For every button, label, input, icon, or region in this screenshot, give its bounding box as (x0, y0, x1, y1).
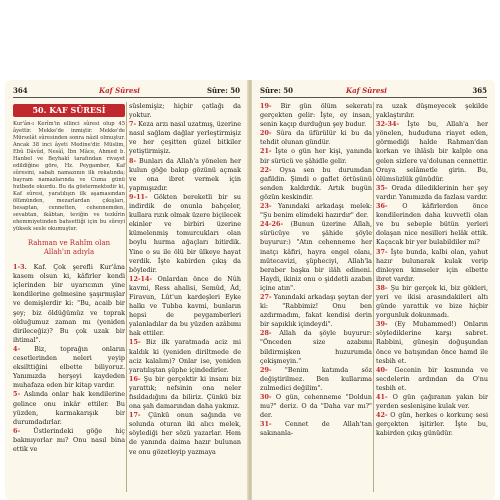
left-page (5, 80, 248, 500)
verse-text: Oysa sen bu durumdan gafildin. Şimdi o gaflet örtüsünü senden kaldırdık. Artık bugün gözün keskindir. (260, 165, 372, 201)
verse-number: 12-14- (129, 274, 153, 283)
verse-text: Kaf. Çok şerefli Kur'âna kasem olsun ki, kâfirler kendi içlerinden bir uyarıcının yine kendilerine gelmesine şaşırmışlar ve demişlerdir ki: "Bu, acaib bir şey; biz öldüğümüz ve toprak olduğumuz zaman mı (yeniden dirileceğiz)? Bu çok uzak bir ihtimal". (13, 263, 125, 344)
verse-text: Yanındaki arkadaşı şeytan der ki: "Rabbimiz! Onu ben azdırmadım, fakat kendisi derin bir sapıklık içindeydi". (260, 292, 372, 329)
verse-list (260, 102, 372, 438)
verse (260, 102, 372, 129)
left-page-column-1 (13, 102, 125, 454)
verse (260, 293, 372, 329)
verse (260, 366, 372, 393)
verse (260, 147, 372, 165)
left-header-rule (13, 97, 240, 98)
verse-text: "Benim katımda söz değiştirilmez. Ben kullarıma zulmedici değilim". (260, 365, 372, 392)
verse-number: 40- (376, 365, 388, 374)
left-page-header (13, 86, 240, 98)
verse (260, 129, 372, 147)
verse (260, 220, 372, 293)
verse-number: 32-34- (376, 120, 400, 129)
verse (129, 120, 241, 156)
verse (129, 102, 241, 120)
verse-text: Cennet de Allah'tan sakınanla- (260, 420, 372, 438)
verse-text: O gün çağıranın yakın bir yerden seslenişine kulak ver. (376, 393, 488, 411)
left-page-column-2 (129, 102, 241, 457)
verse-number: 20- (260, 129, 272, 138)
verse-number: 7- (129, 120, 137, 129)
verse (13, 263, 125, 345)
verse-text: O gün, cehenneme "Doldun mu?" deriz. O da "Daha var mı?" der. (260, 393, 372, 420)
right-page (252, 80, 495, 500)
verse-text: Keza arzı nasıl uzatmış, üzerine nasıl sağlam dağlar yerleştirmişiz ve her çeşitten güzel bitkiler yetiştirmişiz. (129, 120, 241, 156)
verse (376, 202, 488, 247)
verse (129, 411, 241, 456)
verse-text: (Bunun üzerine Allah, sürücüye ve şâhide şöyle buyurur:) "Atın cehenneme her inatçı kâfiri, hayra engel olanı, mütecavizi, şüpheciyi, Allah'la beraber başka bir ilâh edineni. Haydi, ikiniz onu o şiddetli azabın içine atın". (260, 220, 372, 292)
verse-number: 42- (376, 411, 388, 420)
verse-number: 23- (260, 202, 272, 211)
verse-number: 29- (260, 365, 272, 374)
verse-number: 21- (260, 147, 272, 156)
verse (376, 411, 488, 438)
verse-text: Orada dilediklerinin her şey vardır. Yanımızda da fazlası vardır. (376, 183, 488, 201)
right-header-sura-name: Kaf Sûresi (346, 86, 387, 95)
verse-text: ra uzak düşmeyecek şekilde yaklaştırılır. (376, 102, 488, 120)
verse-text: Allah da şöyle buyurur: "Önceden size azabımı bildirmişken huzurumda çekişmeyin." (260, 329, 372, 365)
right-page-column-1 (260, 102, 372, 438)
verse-number: 39- (376, 320, 388, 329)
verse-text: Bunları da Allah'a yönelen her kulun göğe bakıp gözünü açmak ve ona ibret vermek için yapmışızdır. (129, 156, 241, 192)
verse-number: 8- (129, 156, 137, 165)
verse-number: 19- (260, 102, 272, 110)
left-page-number: 364 (13, 86, 28, 95)
verse (260, 420, 372, 438)
verse (260, 393, 372, 420)
verse (129, 338, 241, 374)
verse-number: 28- (260, 329, 272, 338)
verse-number: 30- (260, 393, 272, 401)
verse-number: 36- (376, 202, 388, 211)
verse-number: 24-26- (260, 220, 284, 229)
verse (129, 193, 241, 275)
sura-intro: Kur'ân-ı Kerîm'in ellinci sûresi olup 45 âyettir. Mekke'de inmiştir. Mekke'de Mürselât sûresinden sonra nâzil olmuştur. Ancak 38 inci âyeti Medine'dir. Müslim, Ebû Dâvûd, Nesâî, İbn Mâce, Ahmed b. Hanbel ve Beyhakî tarafından rivayet edildiğine göre, Hz. Peygamber, Kaf sûresini, sabah namazının ilk rekatında; bayram namazlarında ve Cuma günü hutbede okurdu. Bu da göstermektedir ki, Kaf sûresi, yaratılışın ilk aşamasından ölümünden, mezarlardan çıkışları, hesaptan, cennetten, cehennemden, sevabtan, ikâbtan, teviğin ve tezkîrin ehemmiyetinden bahsettiği için bu sûreyi yüksek sesle okumuştur. (13, 121, 125, 233)
column-divider (126, 102, 127, 492)
verse-text: Sûra da üfürülür ki bu da tehdit olunan gündür. (260, 129, 372, 147)
verse-number: 5- (13, 390, 21, 399)
verse (129, 275, 241, 339)
basmala-line-2: Allah'ın adıyla (43, 248, 95, 257)
verse (376, 102, 488, 120)
verse (260, 329, 372, 365)
verse-text: Aslında onlar hak kendilerine gelince onu inkâr ettiler. Bu yüzden, karmakarışık bir durumdadırlar. (13, 390, 125, 426)
verse-number: 6- (13, 426, 21, 435)
verse-number: 37- (376, 247, 388, 256)
verse (376, 248, 488, 284)
sura-title: 50. KAF SÛRESİ (13, 104, 125, 117)
verse-number: 41- (376, 393, 388, 401)
verse-list (376, 102, 488, 438)
right-page-header (260, 86, 487, 98)
verse-number: 1-3. (13, 263, 27, 272)
verse-text: İşte o gün her kişi, yanında bir sürücü ve şâhidle gelir. (260, 147, 372, 165)
verse-text: Gökten bereketli bir su indirdik de onunla bahçeler, kullara rızık olmak üzere biçilecek ekinler ve birbiri üzerine kümelenmiş tomurcukları olan boylu hurma ağaçları bitirdik. Yine o su ile ölü bir ülkeye hayat verdik. İşte kabirden çıkış da böyledir. (129, 192, 241, 274)
verse (376, 393, 488, 411)
verse-text: Gecenin bir kısmında ve secdelerin ardından da O'nu tesbih et. (376, 365, 488, 392)
verse-text: Çünkü onun sağında ve solunda oturan iki alıcı melek, söylediği her sözü yazarlar. Hem de yanında daima hazır bulunan ve onu gözetleyip yazmaya (129, 411, 241, 456)
verse (13, 427, 125, 454)
verse (376, 284, 488, 320)
verse-text: Yanındaki arkadaşı melek: "Şu benim elimdeki hazırdır" der. (260, 202, 372, 220)
right-header-rule (260, 97, 487, 98)
basmala-line-1: Rahman ve Rahîm olan (27, 239, 111, 248)
verse-text: süslemişiz; hiçbir çatlağı da yoktur. (129, 102, 241, 120)
right-page-column-2 (376, 102, 488, 438)
verse-list (129, 102, 241, 457)
verse-text: İşte bu, Allah'a her yönelen, hududuna riayet eden, görmediği halde Rahman'dan korkan ve ihlâslı bir kalple ona gelen sizlere va'dolunan cennettir. Oraya selâmetle girin. Bu, ölümsüzlük günüdür. (376, 120, 488, 183)
verse-number: 31- (260, 420, 272, 429)
left-header-sure-label: Sûre: 50 (206, 86, 240, 95)
left-header-sura-name: Kaf Sûresi (99, 86, 140, 95)
verse (129, 375, 241, 411)
verse-list (13, 263, 125, 454)
verse-number: 15- (129, 338, 141, 347)
verse-text: Şu bir gerçek ki, biz gökleri, yeri ve ikisi arasındakileri altı günde yarattık ve bize hiçbir yorgunluk dokunmadı. (376, 283, 488, 320)
verse (376, 366, 488, 393)
verse (13, 345, 125, 390)
basmala (13, 239, 125, 257)
verse (13, 390, 125, 426)
verse (376, 120, 488, 184)
verse (376, 320, 488, 365)
verse-text: Onlardan önce de Nûh kavmi, Ress ahalisi, Semûd, Âd, Firavun, Lût'un kardeşleri Eyke halkı ve Tubba kavmi, bunların hepsi de peygamberleri yalanladılar da bu yüzden azâbımı hak ettiler. (129, 274, 241, 338)
verse (260, 166, 372, 202)
verse-text: Üstlerindeki göğe hiç bakmıyorlar mı? Onu nasıl bina ettik ve (13, 426, 125, 453)
column-divider (373, 102, 374, 492)
verse-text: O kâfirlerden önce kendilerinden daha kuvvetli olan ve bu sebeple bütün yerleri dolaşan nice nesilleri helâk ettik. Kaçacak bir yer bulabildiler mi? (376, 202, 488, 247)
verse-number: 38- (376, 283, 388, 292)
right-header-sure-label: Sûre: 50 (260, 86, 294, 95)
verse-text: Biz ilk yaratmada aciz mi kaldık ki (yeniden diriltmede de aciz kalalım)? Onlar ise, yeniden yaratılıştan şüphe içindedirler. (129, 338, 241, 374)
verse (376, 184, 488, 202)
verse-number: 4- (13, 344, 21, 353)
verse-number: 16- (129, 374, 141, 383)
verse-text: Bir gün ölüm sekeratı gerçekten gelir: İşte, ey insan, senin kaçıp durduğun şey budur. (260, 102, 372, 129)
right-page-number: 365 (472, 86, 487, 95)
verse-number: 22- (260, 165, 272, 174)
verse-text: İşte bunda, kalbi olan, yahut hazır bulunarak kulak verip dinleyen kimseler için elbette ibret vardır. (376, 247, 488, 283)
verse-number: 9-11- (129, 192, 148, 201)
verse-number: 27- (260, 292, 272, 301)
verse-number: 17- (129, 411, 141, 420)
verse-text: (Ey Muhammed!) Onların söylediklerine karşı sabret. Rabbini, güneşin doğuşundan önce ve batışından önce hamd ile tesbih et. (376, 320, 488, 365)
verse-text: Biz, toprağın onların cesetlerinden neleri yeyip eksilttiğini elbette biliyoruz. Yanımızda herşeyi kaydeden muhafaza eden bir kitap vardır. (13, 344, 125, 390)
verse-text: O gün, herkes o korkunç sesi gerçekten işitirler. İşte bu, kabirden çıkış günüdür. (376, 411, 488, 438)
verse (260, 202, 372, 220)
verse-text: Şu bir gerçektir ki insanı biz yarattık; nefsinin ona neler fısıldadığını da biliriz. Çünkü biz ona şah damarından daha yakınız. (129, 374, 241, 411)
verse (129, 157, 241, 193)
verse-number: 35- (376, 183, 388, 192)
